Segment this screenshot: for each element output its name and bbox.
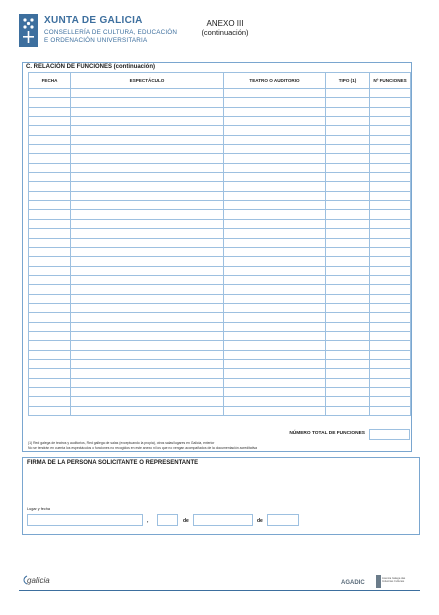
cell-tipo[interactable] — [326, 98, 370, 107]
cell-fecha[interactable] — [29, 313, 71, 322]
table-row — [29, 145, 411, 154]
cell-fecha[interactable] — [29, 275, 71, 284]
table-row — [29, 191, 411, 200]
cell-espectaculo[interactable] — [71, 331, 224, 340]
cell-teatro[interactable] — [224, 341, 326, 350]
year-field[interactable] — [267, 514, 299, 526]
cell-funciones[interactable] — [370, 182, 411, 191]
cell-teatro[interactable] — [224, 135, 326, 144]
cell-espectaculo[interactable] — [71, 126, 224, 135]
cell-espectaculo[interactable] — [71, 89, 224, 98]
cell-fecha[interactable] — [29, 117, 71, 126]
cell-teatro[interactable] — [224, 331, 326, 340]
cell-fecha[interactable] — [29, 182, 71, 191]
cell-teatro[interactable] — [224, 388, 326, 397]
cell-fecha[interactable] — [29, 285, 71, 294]
col-header-espectaculo: ESPECTÁCULO — [71, 73, 224, 89]
cell-teatro[interactable] — [224, 145, 326, 154]
cell-tipo[interactable] — [326, 89, 370, 98]
cell-funciones[interactable] — [370, 173, 411, 182]
table-row — [29, 406, 411, 415]
cell-espectaculo[interactable] — [71, 294, 224, 303]
de-separator-2: de — [257, 518, 263, 524]
cell-fecha[interactable] — [29, 229, 71, 238]
cell-funciones[interactable] — [370, 331, 411, 340]
cell-espectaculo[interactable] — [71, 229, 224, 238]
footnote-1: (1) Red galega de teatros y auditorios, Red gallega de salas (exceptuando la propia), otros salas/lugares en Galicia, exterior — [28, 441, 215, 445]
table-row — [29, 266, 411, 275]
cell-funciones[interactable] — [370, 117, 411, 126]
cell-espectaculo[interactable] — [71, 154, 224, 163]
cell-espectaculo[interactable] — [71, 369, 224, 378]
table-row — [29, 229, 411, 238]
cell-fecha[interactable] — [29, 173, 71, 182]
cell-funciones[interactable] — [370, 247, 411, 256]
cell-teatro[interactable] — [224, 89, 326, 98]
cell-funciones[interactable] — [370, 378, 411, 387]
cell-teatro[interactable] — [224, 294, 326, 303]
total-label: NÚMERO TOTAL DE FUNCIONES — [289, 431, 365, 436]
section-functions — [22, 62, 412, 452]
table-row — [29, 98, 411, 107]
cell-tipo[interactable] — [326, 322, 370, 331]
cell-teatro[interactable] — [224, 126, 326, 135]
cell-fecha[interactable] — [29, 303, 71, 312]
cell-funciones[interactable] — [370, 229, 411, 238]
cell-tipo[interactable] — [326, 285, 370, 294]
cell-espectaculo[interactable] — [71, 182, 224, 191]
cell-funciones[interactable] — [370, 275, 411, 284]
comma-separator: , — [147, 518, 149, 524]
table-row — [29, 341, 411, 350]
cell-funciones[interactable] — [370, 89, 411, 98]
cell-funciones[interactable] — [370, 388, 411, 397]
agadic-brand: AGADIC — [341, 580, 365, 586]
annex-title: ANEXO III — [206, 19, 244, 28]
cell-teatro[interactable] — [224, 219, 326, 228]
cell-tipo[interactable] — [326, 331, 370, 340]
table-row — [29, 238, 411, 247]
xunta-logo — [19, 13, 189, 53]
cell-espectaculo[interactable] — [71, 397, 224, 406]
cell-tipo[interactable] — [326, 275, 370, 284]
cell-teatro[interactable] — [224, 369, 326, 378]
cell-espectaculo[interactable] — [71, 210, 224, 219]
cell-espectaculo[interactable] — [71, 359, 224, 368]
cell-teatro[interactable] — [224, 238, 326, 247]
cell-tipo[interactable] — [326, 266, 370, 275]
cell-tipo[interactable] — [326, 359, 370, 368]
table-row — [29, 359, 411, 368]
cell-teatro[interactable] — [224, 163, 326, 172]
cell-teatro[interactable] — [224, 173, 326, 182]
cell-espectaculo[interactable] — [71, 378, 224, 387]
cell-tipo[interactable] — [326, 397, 370, 406]
cell-fecha[interactable] — [29, 341, 71, 350]
cell-fecha[interactable] — [29, 397, 71, 406]
cell-tipo[interactable] — [326, 173, 370, 182]
table-row — [29, 126, 411, 135]
footer-divider — [19, 590, 420, 591]
cell-tipo[interactable] — [326, 238, 370, 247]
de-separator-1: de — [183, 518, 189, 524]
cell-funciones[interactable] — [370, 266, 411, 275]
cell-fecha[interactable] — [29, 350, 71, 359]
section-signature-title: FIRMA DE LA PERSONA SOLICITANTE O REPRESENTANTE — [27, 460, 199, 466]
col-header-teatro: TEATRO O AUDITORIO — [224, 73, 326, 89]
cell-tipo[interactable] — [326, 210, 370, 219]
cell-espectaculo[interactable] — [71, 303, 224, 312]
cell-fecha[interactable] — [29, 154, 71, 163]
cell-funciones[interactable] — [370, 397, 411, 406]
cell-espectaculo[interactable] — [71, 275, 224, 284]
table-row — [29, 201, 411, 210]
xunta-crest-icon — [19, 14, 38, 47]
cell-fecha[interactable] — [29, 369, 71, 378]
annex-heading — [197, 19, 253, 37]
cell-tipo[interactable] — [326, 182, 370, 191]
cell-espectaculo[interactable] — [71, 163, 224, 172]
table-row — [29, 388, 411, 397]
cell-tipo[interactable] — [326, 117, 370, 126]
cell-fecha[interactable] — [29, 247, 71, 256]
cell-funciones[interactable] — [370, 257, 411, 266]
cell-espectaculo[interactable] — [71, 341, 224, 350]
cell-fecha[interactable] — [29, 145, 71, 154]
cell-teatro[interactable] — [224, 154, 326, 163]
cell-tipo[interactable] — [326, 145, 370, 154]
cell-fecha[interactable] — [29, 322, 71, 331]
cell-funciones[interactable] — [370, 201, 411, 210]
cell-fecha[interactable] — [29, 219, 71, 228]
section-functions-title: C. RELACIÓN DE FUNCIONES (continuación) — [26, 64, 155, 70]
cell-tipo[interactable] — [326, 388, 370, 397]
cell-teatro[interactable] — [224, 303, 326, 312]
table-row — [29, 285, 411, 294]
cell-tipo[interactable] — [326, 341, 370, 350]
cell-fecha[interactable] — [29, 359, 71, 368]
cell-espectaculo[interactable] — [71, 98, 224, 107]
table-row — [29, 331, 411, 340]
section-signature — [22, 457, 420, 535]
table-row — [29, 350, 411, 359]
cell-teatro[interactable] — [224, 359, 326, 368]
cell-fecha[interactable] — [29, 107, 71, 116]
cell-tipo[interactable] — [326, 369, 370, 378]
table-row — [29, 219, 411, 228]
table-row — [29, 210, 411, 219]
cell-espectaculo[interactable] — [71, 173, 224, 182]
cell-fecha[interactable] — [29, 388, 71, 397]
cell-fecha[interactable] — [29, 191, 71, 200]
table-row — [29, 173, 411, 182]
cell-funciones[interactable] — [370, 135, 411, 144]
cell-tipo[interactable] — [326, 191, 370, 200]
cell-espectaculo[interactable] — [71, 322, 224, 331]
cell-fecha[interactable] — [29, 135, 71, 144]
cell-tipo[interactable] — [326, 163, 370, 172]
cell-fecha[interactable] — [29, 210, 71, 219]
functions-table — [28, 72, 411, 416]
cell-teatro[interactable] — [224, 201, 326, 210]
cell-tipo[interactable] — [326, 406, 370, 415]
place-date-label: Lugar y fecha — [27, 507, 51, 511]
col-header-fecha: FECHA — [29, 73, 71, 89]
cell-teatro[interactable] — [224, 257, 326, 266]
col-header-funciones: Nº FUNCIONES — [370, 73, 411, 89]
cell-tipo[interactable] — [326, 229, 370, 238]
table-row — [29, 89, 411, 98]
table-row — [29, 163, 411, 172]
cell-espectaculo[interactable] — [71, 191, 224, 200]
cell-teatro[interactable] — [224, 107, 326, 116]
cell-teatro[interactable] — [224, 117, 326, 126]
cell-fecha[interactable] — [29, 201, 71, 210]
cell-fecha[interactable] — [29, 98, 71, 107]
cell-funciones[interactable] — [370, 238, 411, 247]
cell-tipo[interactable] — [326, 135, 370, 144]
cell-tipo[interactable] — [326, 126, 370, 135]
total-functions-field[interactable] — [369, 429, 410, 440]
cell-fecha[interactable] — [29, 331, 71, 340]
cell-tipo[interactable] — [326, 350, 370, 359]
cell-espectaculo[interactable] — [71, 285, 224, 294]
cell-espectaculo[interactable] — [71, 145, 224, 154]
cell-fecha[interactable] — [29, 163, 71, 172]
cell-funciones[interactable] — [370, 210, 411, 219]
cell-teatro[interactable] — [224, 266, 326, 275]
cell-fecha[interactable] — [29, 266, 71, 275]
table-row — [29, 313, 411, 322]
agadic-mark-icon — [376, 575, 381, 588]
cell-espectaculo[interactable] — [71, 117, 224, 126]
cell-espectaculo[interactable] — [71, 201, 224, 210]
table-row — [29, 117, 411, 126]
cell-teatro[interactable] — [224, 191, 326, 200]
cell-teatro[interactable] — [224, 247, 326, 256]
cell-teatro[interactable] — [224, 229, 326, 238]
cell-tipo[interactable] — [326, 313, 370, 322]
cell-teatro[interactable] — [224, 275, 326, 284]
cell-tipo[interactable] — [326, 107, 370, 116]
total-row — [28, 429, 410, 440]
cell-espectaculo[interactable] — [71, 388, 224, 397]
org-line-1: CONSELLERÍA DE CULTURA, EDUCACIÓN — [44, 29, 178, 36]
cell-funciones[interactable] — [370, 163, 411, 172]
cell-teatro[interactable] — [224, 322, 326, 331]
cell-teatro[interactable] — [224, 350, 326, 359]
cell-funciones[interactable] — [370, 294, 411, 303]
org-title: XUNTA DE GALICIA — [44, 15, 143, 26]
cell-funciones[interactable] — [370, 359, 411, 368]
table-row — [29, 303, 411, 312]
galicia-brand: galicia — [27, 576, 50, 585]
cell-espectaculo[interactable] — [71, 238, 224, 247]
table-row — [29, 397, 411, 406]
cell-tipo[interactable] — [326, 247, 370, 256]
cell-fecha[interactable] — [29, 89, 71, 98]
cell-espectaculo[interactable] — [71, 257, 224, 266]
table-row — [29, 322, 411, 331]
cell-funciones[interactable] — [370, 406, 411, 415]
month-field[interactable] — [193, 514, 253, 526]
cell-fecha[interactable] — [29, 378, 71, 387]
annex-subtitle: (continuación) — [201, 28, 249, 37]
table-row — [29, 182, 411, 191]
cell-espectaculo[interactable] — [71, 406, 224, 415]
agadic-subtitle: Axencia Galega das Industrias Culturais — [382, 577, 406, 583]
cell-espectaculo[interactable] — [71, 247, 224, 256]
cell-teatro[interactable] — [224, 397, 326, 406]
cell-teatro[interactable] — [224, 182, 326, 191]
cell-tipo[interactable] — [326, 303, 370, 312]
cell-espectaculo[interactable] — [71, 219, 224, 228]
cell-funciones[interactable] — [370, 303, 411, 312]
cell-fecha[interactable] — [29, 406, 71, 415]
table-row — [29, 378, 411, 387]
cell-fecha[interactable] — [29, 257, 71, 266]
cell-fecha[interactable] — [29, 238, 71, 247]
cell-funciones[interactable] — [370, 313, 411, 322]
cell-tipo[interactable] — [326, 378, 370, 387]
cell-funciones[interactable] — [370, 219, 411, 228]
cell-teatro[interactable] — [224, 313, 326, 322]
cell-espectaculo[interactable] — [71, 107, 224, 116]
org-line-2: E ORDENACIÓN UNIVERSITARIA — [44, 37, 148, 44]
cell-tipo[interactable] — [326, 219, 370, 228]
cell-fecha[interactable] — [29, 294, 71, 303]
cell-espectaculo[interactable] — [71, 135, 224, 144]
cell-funciones[interactable] — [370, 191, 411, 200]
cell-funciones[interactable] — [370, 341, 411, 350]
cell-teatro[interactable] — [224, 406, 326, 415]
footnote-2: No se tendrán en cuenta los espectáculos o funciones no recogidos en este anexo ni los que no vengan acompañados de la documentación acreditativa — [28, 446, 258, 450]
cell-tipo[interactable] — [326, 154, 370, 163]
cell-teatro[interactable] — [224, 285, 326, 294]
place-field[interactable] — [27, 514, 143, 526]
cell-espectaculo[interactable] — [71, 313, 224, 322]
cell-funciones[interactable] — [370, 350, 411, 359]
table-row — [29, 369, 411, 378]
cell-tipo[interactable] — [326, 201, 370, 210]
cell-teatro[interactable] — [224, 98, 326, 107]
col-header-tipo: TIPO (1) — [326, 73, 370, 89]
day-field[interactable] — [157, 514, 178, 526]
cell-espectaculo[interactable] — [71, 350, 224, 359]
table-row — [29, 257, 411, 266]
functions-table-header — [29, 73, 411, 89]
cell-funciones[interactable] — [370, 126, 411, 135]
cell-funciones[interactable] — [370, 154, 411, 163]
cell-teatro[interactable] — [224, 210, 326, 219]
cell-teatro[interactable] — [224, 378, 326, 387]
cell-espectaculo[interactable] — [71, 266, 224, 275]
cell-funciones[interactable] — [370, 285, 411, 294]
cell-fecha[interactable] — [29, 126, 71, 135]
cell-tipo[interactable] — [326, 294, 370, 303]
cell-funciones[interactable] — [370, 107, 411, 116]
table-row — [29, 247, 411, 256]
table-row — [29, 275, 411, 284]
cell-tipo[interactable] — [326, 257, 370, 266]
table-row — [29, 107, 411, 116]
table-row — [29, 154, 411, 163]
cell-funciones[interactable] — [370, 98, 411, 107]
cell-funciones[interactable] — [370, 145, 411, 154]
table-row — [29, 135, 411, 144]
cell-funciones[interactable] — [370, 369, 411, 378]
cell-funciones[interactable] — [370, 322, 411, 331]
table-row — [29, 294, 411, 303]
